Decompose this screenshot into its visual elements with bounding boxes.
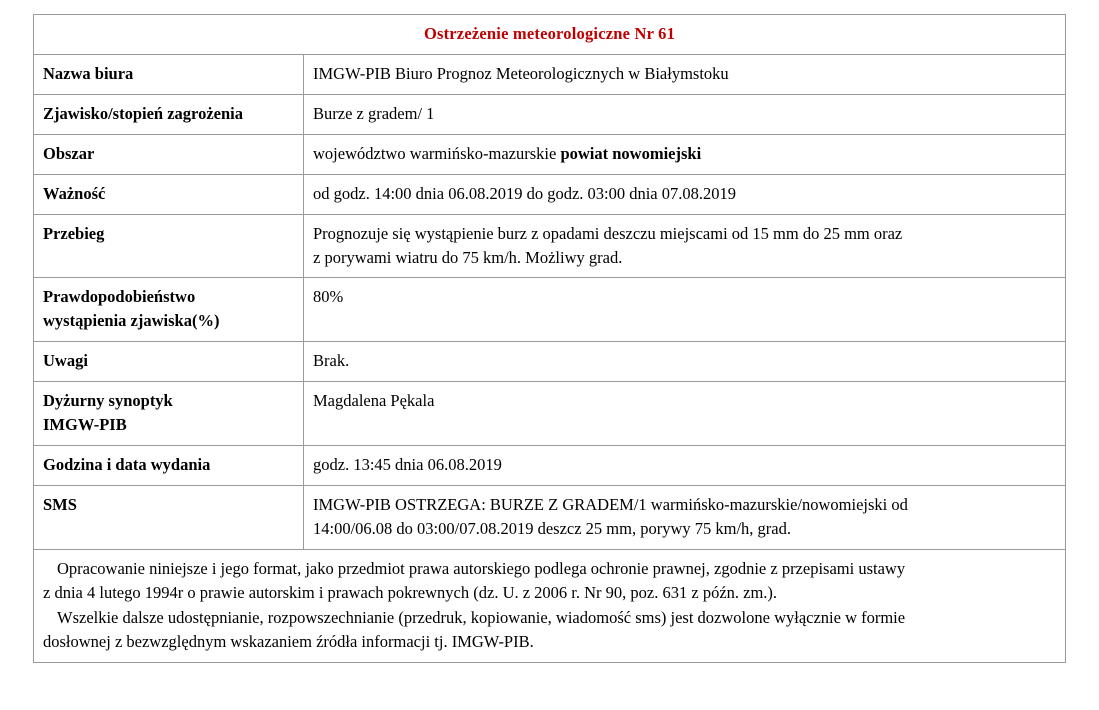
value-office-name: IMGW-PIB Biuro Prognoz Meteorologicznych w Białymstoku xyxy=(304,54,1066,94)
label-probability xyxy=(34,278,304,342)
table-row-phenomenon xyxy=(34,94,1066,134)
value-validity: od godz. 14:00 dnia 06.08.2019 do godz. 03:00 dnia 07.08.2019 xyxy=(304,174,1066,214)
label-synoptician xyxy=(34,382,304,446)
value-phenomenon: Burze z gradem/ 1 xyxy=(304,94,1066,134)
value-course-line-1: Prognozuje się wystąpienie burz z opadami deszczu miejscami od 15 mm do 25 mm oraz xyxy=(313,223,903,243)
table-row-footer xyxy=(34,549,1066,662)
label-probability-line-1: Prawdopodobieństwo xyxy=(43,287,196,307)
value-area xyxy=(304,134,1066,174)
table-row-area xyxy=(34,134,1066,174)
meteorological-warning-table xyxy=(33,14,1066,663)
value-sms-line-2: 14:00/06.08 do 03:00/07.08.2019 deszcz 25 mm, porywy 75 km/h, grad. xyxy=(313,518,791,538)
footer-paragraph-2-line-1: Wszelkie dalsze udostępnianie, rozpowszechnianie (przedruk, kopiowanie, wiadomość sms) jest dozwolone wyłącznie w formie xyxy=(57,607,906,627)
label-office-name: Nazwa biura xyxy=(34,54,304,94)
label-validity: Ważność xyxy=(34,174,304,214)
footer-paragraph-1-line-2: z dnia 4 lutego 1994r o prawie autorskim i prawach pokrewnych (dz. U. z 2006 r. Nr 90, poz. 631 z późn. zm.). xyxy=(43,582,778,602)
footer-paragraph-1 xyxy=(43,557,1056,605)
footer-paragraph-2 xyxy=(43,606,1056,654)
value-synoptician: Magdalena Pękala xyxy=(304,382,1066,446)
table-row-issue-time xyxy=(34,446,1066,486)
value-sms xyxy=(304,485,1066,549)
value-remarks: Brak. xyxy=(304,342,1066,382)
footer-paragraph-1-line-1: Opracowanie niniejsze i jego format, jako przedmiot prawa autorskiego podlega ochronie prawnej, zgodnie z przepisami ustawy xyxy=(57,558,906,578)
value-probability: 80% xyxy=(304,278,1066,342)
footer-paragraph-2-line-2: dosłownej z bezwzględnym wskazaniem źródła informacji tj. IMGW-PIB. xyxy=(43,631,534,651)
table-row-remarks xyxy=(34,342,1066,382)
document-title: Ostrzeżenie meteorologiczne Nr 61 xyxy=(34,15,1066,55)
value-area-region: województwo warmińsko-mazurskie xyxy=(313,143,561,163)
value-course xyxy=(304,214,1066,278)
table-row-title xyxy=(34,15,1066,55)
value-area-county: powiat nowomiejski xyxy=(560,143,702,163)
table-row-course xyxy=(34,214,1066,278)
label-issue-time: Godzina i data wydania xyxy=(34,446,304,486)
value-course-line-2: z porywami wiatru do 75 km/h. Możliwy grad. xyxy=(313,247,623,267)
value-sms-line-1: IMGW-PIB OSTRZEGA: BURZE Z GRADEM/1 warmińsko-mazurskie/nowomiejski od xyxy=(313,494,908,514)
label-course: Przebieg xyxy=(34,214,304,278)
table-row-office xyxy=(34,54,1066,94)
copyright-footer xyxy=(34,549,1066,662)
table-row-synoptician xyxy=(34,382,1066,446)
label-area: Obszar xyxy=(34,134,304,174)
table-row-sms xyxy=(34,485,1066,549)
table-row-validity xyxy=(34,174,1066,214)
label-sms: SMS xyxy=(34,485,304,549)
label-probability-line-2: wystąpienia zjawiska(%) xyxy=(43,311,220,331)
table-row-probability xyxy=(34,278,1066,342)
label-synoptician-line-1: Dyżurny synoptyk xyxy=(43,391,173,411)
label-phenomenon: Zjawisko/stopień zagrożenia xyxy=(34,94,304,134)
label-remarks: Uwagi xyxy=(34,342,304,382)
label-synoptician-line-2: IMGW-PIB xyxy=(43,415,127,435)
value-issue-time: godz. 13:45 dnia 06.08.2019 xyxy=(304,446,1066,486)
